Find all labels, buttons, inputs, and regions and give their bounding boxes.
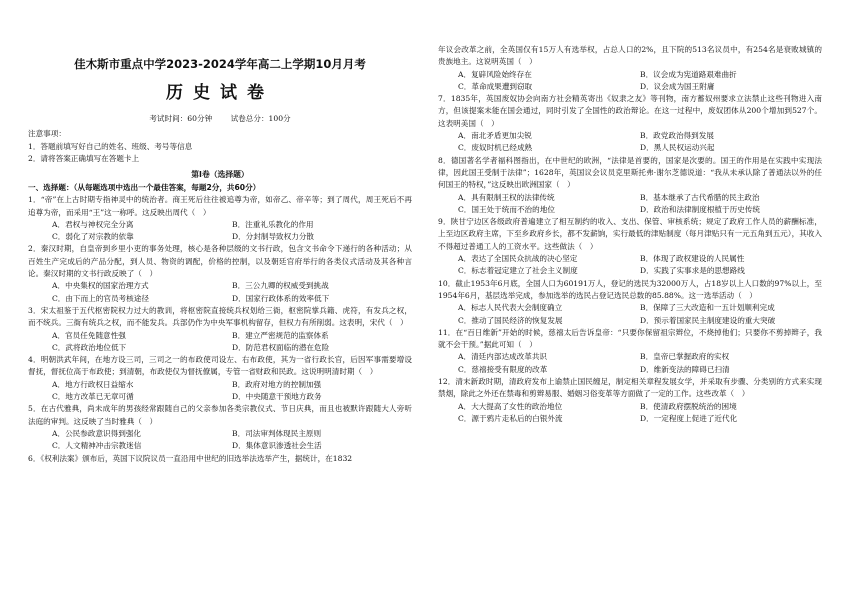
option[interactable]: C．人文精神冲击宗教迷信: [52, 441, 142, 451]
left-column: [28, 44, 412, 465]
option[interactable]: D．一定程度上促进了近代化: [640, 413, 738, 423]
question-stem: 7．1835年，英国废奴协会向南方社会精英寄出《奴隶之友》等刊物，南方蓄奴州要求立法禁止这些刊物进入南方，但该提案未能在国会通过，同时引发了全国性的政治辩论。在这一过程中，废奴团体从200个增加到527个。这表明美国（ ）: [438, 94, 822, 128]
question: [438, 278, 822, 327]
question: [28, 305, 412, 354]
options: [28, 280, 412, 305]
options: [438, 130, 822, 155]
exam-time: 考试时间：60分钟: [149, 114, 213, 124]
notes-title: 注意事项：: [28, 129, 66, 139]
question: [28, 354, 412, 403]
option[interactable]: D．议会成为国王附庸: [640, 81, 715, 91]
option[interactable]: B．注重礼乐教化的作用: [232, 219, 314, 229]
question-stem: 10．截止1953年6月底，全国人口为60191万人，登记的选民为32000万人，占18岁以上人口数的97%以上，至1954年6月，基层选举完成，参加选举的选民占登记选民总数的85.88%。这一选举活动（ ）: [438, 278, 822, 300]
question-stem: 3．宋太祖鉴于五代枢密院权力过大的教训，将枢密院直接统兵权划给三衙，枢密院掌兵籍、虎符，有发兵之权，而不统兵。三衙有统兵之权，而不能发兵。兵部仍作为中央军事机构留存，但权力有所削弱。这表明，宋代（ ）: [28, 305, 412, 328]
options: [28, 428, 412, 453]
option[interactable]: D．集体意识渗透社会生活: [232, 441, 322, 451]
option[interactable]: A．地方行政权日益缩水: [52, 379, 134, 389]
question: [28, 243, 412, 304]
question: [28, 194, 412, 243]
exam-title: 佳木斯市重点中学2023-2024学年高二上学期10月月考: [74, 57, 366, 71]
option[interactable]: D．预示着国家民主制度建设的重大突破: [640, 315, 776, 325]
right-column: [438, 44, 822, 425]
part-title: 一、选择题：（从每题选项中选出一个最佳答案，每题2分，共60分）: [28, 182, 261, 192]
option[interactable]: C．标志着冠定建立了社会主义制度: [458, 266, 578, 276]
option[interactable]: C．慈禧接受有限度的改革: [458, 364, 548, 374]
section-title: 第Ⅰ卷（选择题）: [191, 170, 249, 180]
option[interactable]: D．防范君权面临的潜在危险: [232, 342, 330, 352]
option[interactable]: C．废奴时机已经成熟: [458, 143, 533, 153]
question-stem: 5．在古代雅典，尚未成年的男孩经常跟随自己的父亲参加各类宗教仪式、节日庆典，而且也被默许跟随大人旁听法庭的审判。这反映了当时雅典（ ）: [28, 404, 412, 426]
option[interactable]: A．官员任免随意性强: [52, 330, 126, 340]
option[interactable]: D．政治和法律制度根植于历史传统: [640, 204, 760, 214]
option[interactable]: C．推动了国民经济的恢复发展: [458, 315, 563, 325]
question-stem: 9．陕甘宁边区各级政府普遍建立了相互制约的收入、支出、保管、审核系统；规定了政府工作人员的薪酬标准，上至边区政府主席，下至乡政府乡长，都不发薪饷，实行最低的津贴制度（每月津贴只有一元五角到五元），其收入不得超过普通工人的工资水平。这些做法（ ）: [438, 217, 822, 251]
options: [438, 401, 822, 426]
question: [28, 453, 412, 465]
note-item: 1．答题前填写好自己的姓名、班级、考号等信息: [28, 141, 193, 151]
option[interactable]: A．南北矛盾更加尖锐: [458, 131, 532, 141]
question-stem: 2．秦汉时期，自皇帝到乡里小吏的事务处理，核心是各种层级的文书行政，包含文书命令下递行的各种活动；从百姓生产完成后的产品分配，到人员、物资的调配，价格的控制，以及朝廷官府举行的各类仪式活动及其各种言论。秦汉时期的文书行政反映了（ ）: [28, 244, 412, 279]
question: [438, 155, 822, 216]
question-stem: 8．德国著名学者福科图指出，在中世纪的欧洲，“法律是首要的，国家是次要的。国王的作用是在实践中实现法律，因此国王受制于法律”；1628年，英国议会议员克里斯托弗·谢尔芝德说道：“我从未承认除了普通法以外的任何国王的特权，”这反映出欧洲国家（ ）: [438, 155, 822, 190]
option[interactable]: D．分封制导致权力分散: [232, 232, 315, 242]
option[interactable]: A．君权与神权完全分离: [52, 219, 134, 229]
options: [438, 192, 822, 217]
option[interactable]: B．政府对地方的控制加强: [232, 379, 322, 389]
option[interactable]: A．表达了全国民众抗战的决心坚定: [458, 254, 578, 264]
question: [438, 216, 822, 277]
question: [438, 376, 822, 425]
question-stem: 11．在“百日维新”开始的时候，慈禧太后告诉皇帝：“只要你保留祖宗辫位，不烧掉他们；只要你不剪掉辫子，我就不会干预。”据此可知（ ）: [438, 327, 822, 350]
option[interactable]: A．大大提高了女性的政治地位: [458, 401, 563, 411]
option[interactable]: D．实践了实事求是的思想路线: [640, 266, 745, 276]
option[interactable]: A．具有限制王权的法律传统: [458, 192, 555, 202]
option[interactable]: D．国家行政体系的效率低下: [232, 293, 330, 303]
question-stem: 1．“帝”在上古时期专指神灵中的统治者。商王死后往往被追尊为帝，如帝乙、帝辛等；到了周代，周王死后不再追尊为帝，而采用“王”这一称呼。这反映出周代（ ）: [28, 195, 412, 217]
option[interactable]: B．议会成为宪道路艰难曲折: [640, 69, 737, 79]
question: [28, 403, 412, 452]
option[interactable]: B．政党政治得到发展: [640, 131, 714, 141]
option[interactable]: A．标志人民代表大会制度确立: [458, 303, 563, 313]
options: [438, 69, 822, 94]
question: [438, 44, 822, 93]
options: [28, 219, 412, 244]
options: [28, 379, 412, 404]
options: [28, 330, 412, 355]
exam-meta: [28, 113, 412, 125]
option[interactable]: C．革命成果遭到窃取: [458, 81, 533, 91]
option[interactable]: C．武将政治地位低下: [52, 342, 127, 352]
question: [438, 93, 822, 154]
options: [438, 253, 822, 278]
exam-score: 试卷总分：100分: [230, 114, 291, 124]
option[interactable]: D．黑人民权运动兴起: [640, 143, 715, 153]
option[interactable]: B．建立严密规范的监察体系: [232, 330, 329, 340]
option[interactable]: B．皇帝已掌握政府的实权: [640, 352, 730, 362]
option[interactable]: D．维新变法的障碍已扫清: [640, 364, 730, 374]
option[interactable]: B．三公九卿的权威受到挑战: [232, 281, 329, 291]
note-item: 2．请将答案正确填写在答题卡上: [28, 154, 140, 164]
question-stem: 6．《权利法案》颁布后，英国下议院议员一直沿用中世纪的旧选举法选举产生，据统计，在1832: [28, 453, 353, 463]
option[interactable]: C．国王处于统而不治的地位: [458, 204, 555, 214]
option[interactable]: C．源于鸦片走私后的白银外流: [458, 413, 563, 423]
option[interactable]: B．司法审判体现民主原则: [232, 428, 322, 438]
option[interactable]: A．公民参政意识得到强化: [52, 428, 142, 438]
question-stem: 12．清末新政时期，清政府发布上谕禁止国民缠足，制定相关章程发展女学，并采取有步骤、分类别的方式来实现禁烟，除此之外还在禁毒和剪辫易服、婚姻习俗变革等方面做了一定的工作。这些改革（ ）: [438, 377, 822, 399]
option[interactable]: B．体现了政权建设的人民属性: [640, 254, 745, 264]
option[interactable]: A．中央集权的国家治理方式: [52, 281, 149, 291]
option[interactable]: C．由下而上的官员考核途径: [52, 293, 149, 303]
option[interactable]: B．保障了三大改造和一五计划顺利完成: [640, 303, 775, 313]
options: [438, 351, 822, 376]
option[interactable]: A．清廷内部达成改革共识: [458, 352, 548, 362]
question-stem: 4．明朝洪武年间，在地方设三司，三司之一的布政使司设左、右布政使，其为一省行政长官，后因军事需要增设督抚，督抚位高于布政使；到清朝，布政使仅为督抚僚属，专管一省财政和民政。这说明明清时期（ ）: [28, 355, 412, 377]
option[interactable]: B．使清政府摆脱统治的困境: [640, 401, 737, 411]
question-stem: 年议会改革之前，全英国仅有15万人有选举权，占总人口的2%，且下院的513名议员中，有254名是衰败城镇的贵族地主。这说明英国（ ）: [438, 45, 822, 67]
option[interactable]: D．中央随意干预地方政务: [232, 392, 322, 402]
option[interactable]: C．弱化了对宗教的依靠: [52, 232, 134, 242]
question: [438, 327, 822, 376]
options: [438, 302, 822, 327]
option[interactable]: A．复辟风险始终存在: [458, 69, 532, 79]
option[interactable]: B．基本继承了古代希腊的民主政治: [640, 192, 760, 202]
option[interactable]: C．地方改革已无章可循: [52, 392, 134, 402]
subject-title: 历史试卷: [166, 82, 274, 103]
